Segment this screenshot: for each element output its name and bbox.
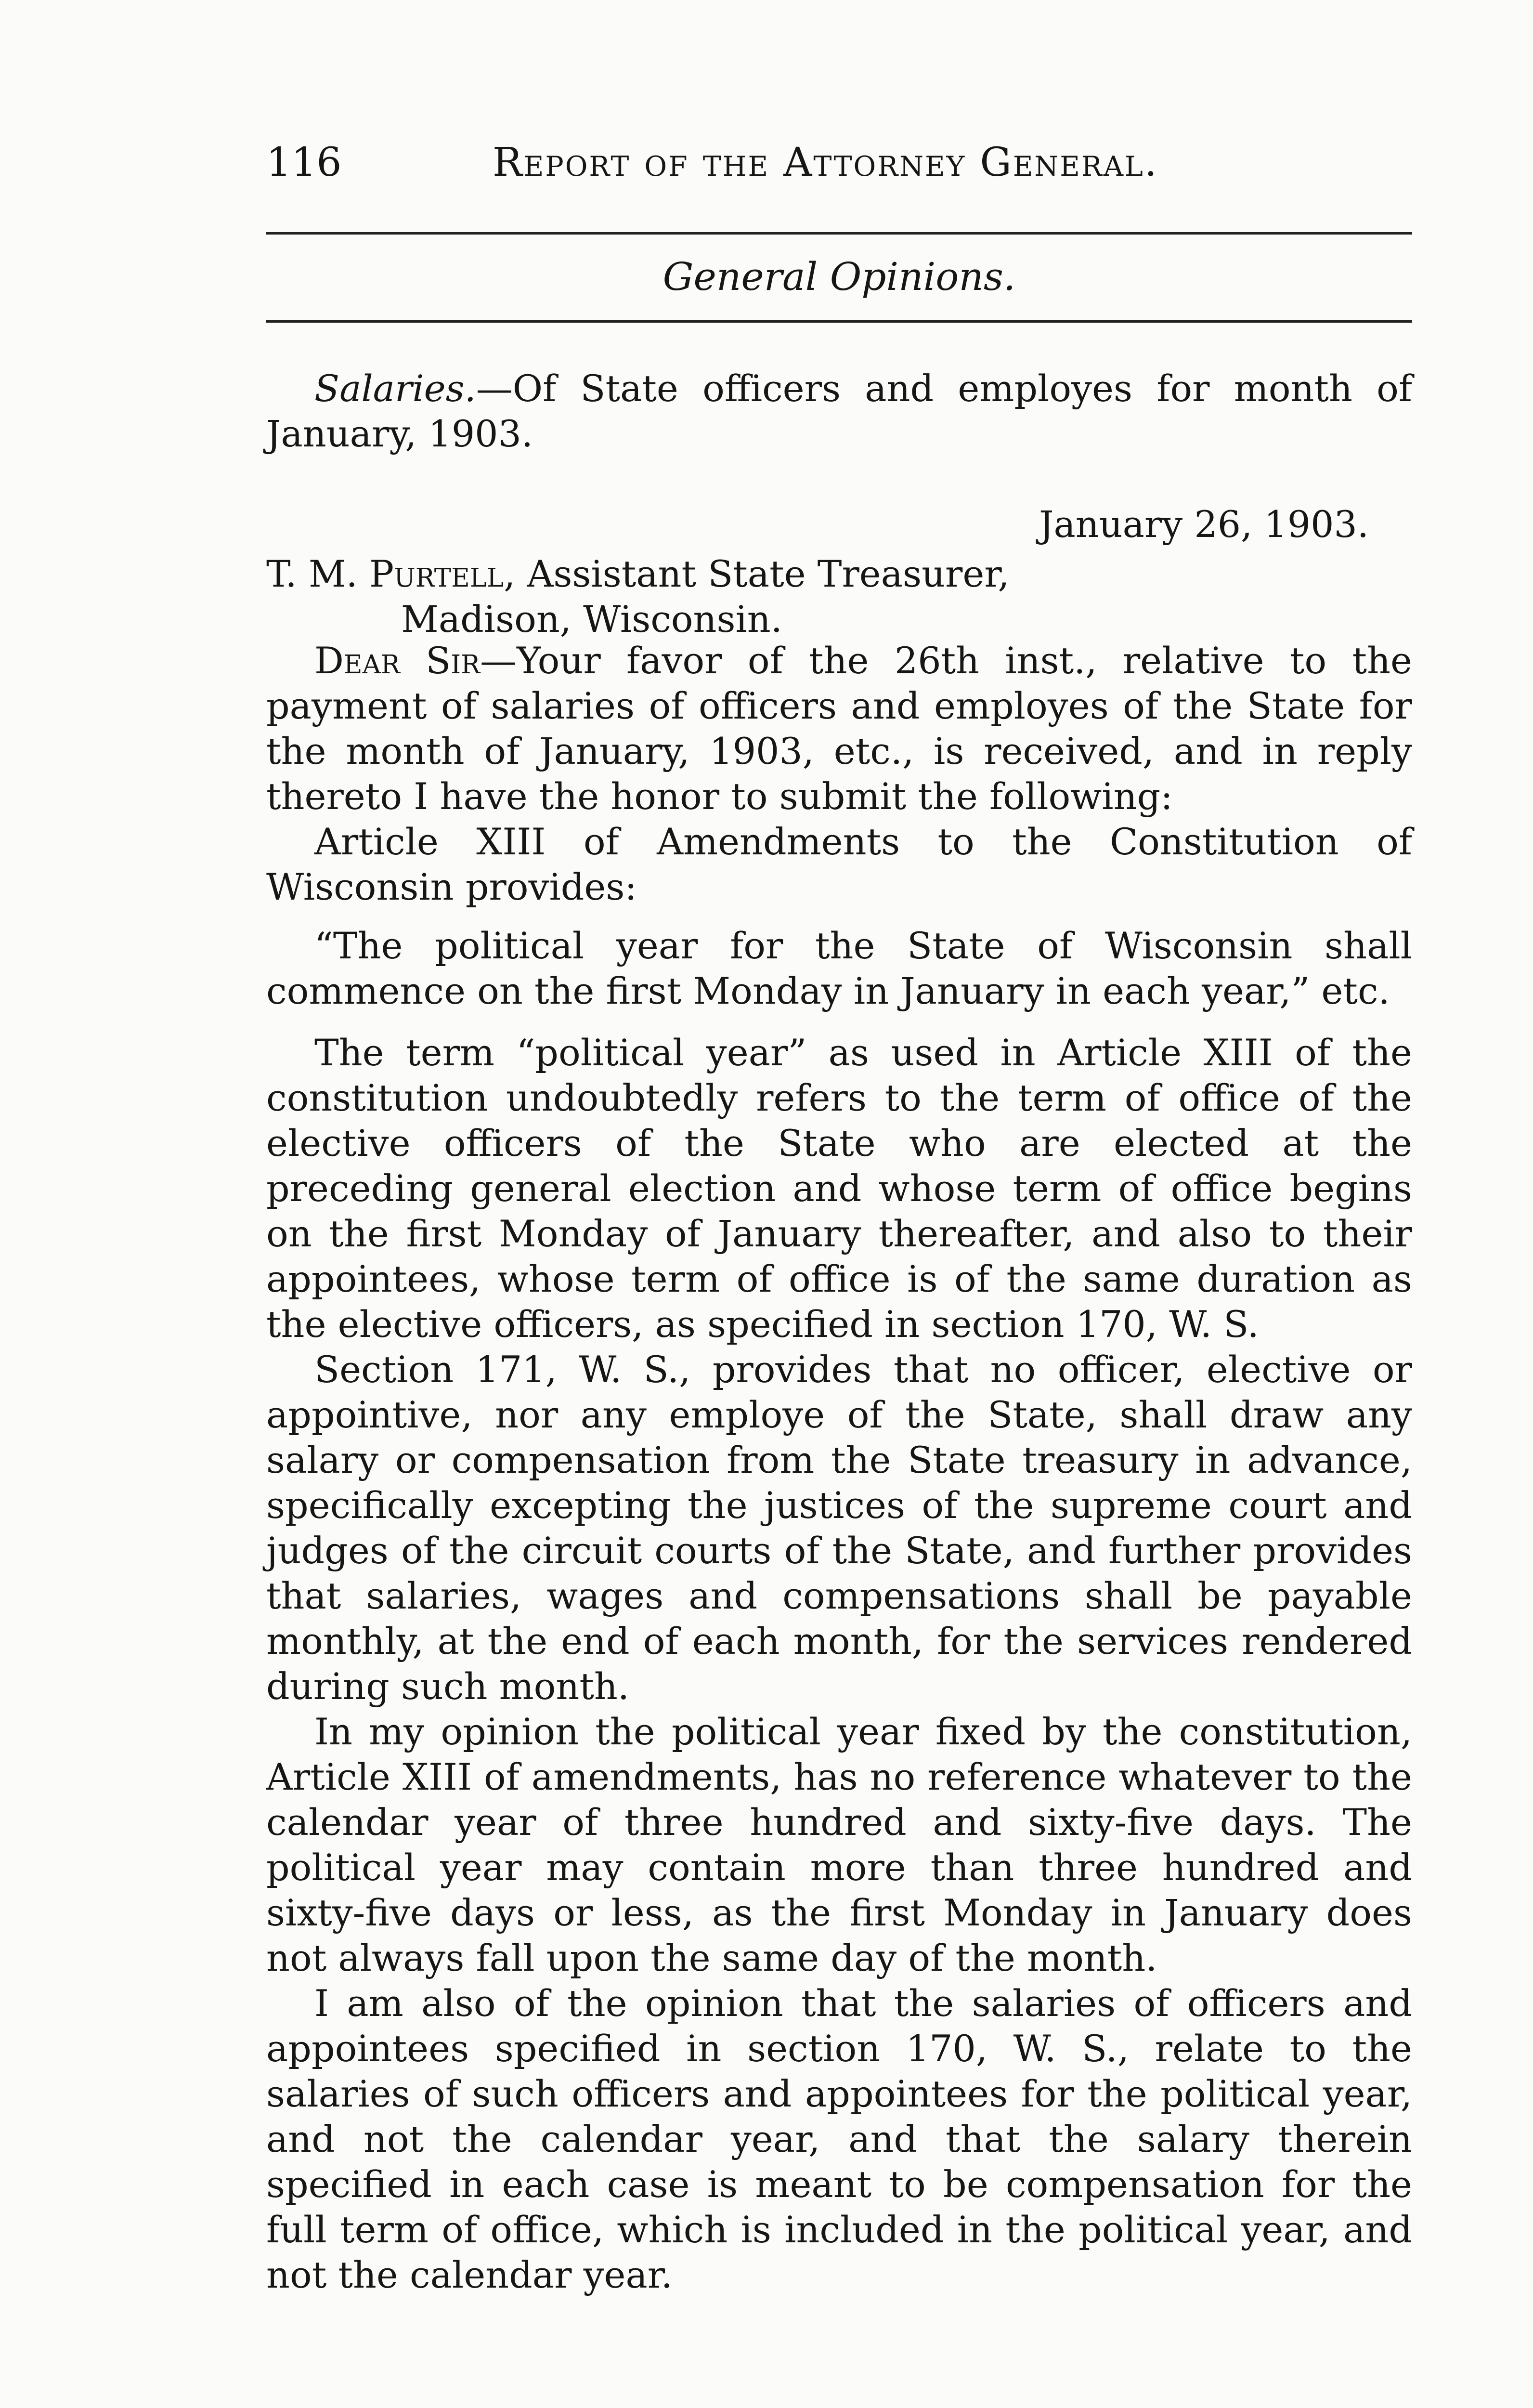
quote-text: “The political year for the State of Wisconsin shall commence on the first Monday in January in each year,” etc. (266, 924, 1412, 1012)
paragraph-6: I am also of the opinion that the salaries of officers and appointees specified in section 170, W. S., relate to the salaries of such officers and appointees for the political year, and not the calendar year, and that the salary therein specified in each case is meant to be compensation for the full term of office, which is included in the political year, and not the calendar year. (266, 1982, 1412, 2296)
letter-body (266, 638, 1412, 2298)
addressee-name: T. M. Purtell, (266, 552, 516, 595)
page-number: 116 (266, 140, 342, 185)
salutation: Dear Sir (314, 639, 481, 682)
headnote-subject: Salaries. (314, 367, 476, 410)
paragraph-3: The term “political year” as used in Article XIII of the constitution undoubtedly refers to the term of office of the elective officers of the State who are elected at the preceding general election and whose term of office begins on the first Monday of January thereafter, and also to their appointees, whose term of office is of the same duration as the elective officers, as specified in section 170, W. S. (266, 1031, 1412, 1346)
addressee-title: Assistant State Treasurer, (515, 552, 1010, 595)
addressee-block (266, 551, 1412, 642)
header-rule (266, 232, 1412, 235)
paragraph-2: Article XIII of Amendments to the Constitution of Wisconsin provides: (266, 820, 1412, 908)
section-rule (266, 320, 1412, 323)
headnote (266, 366, 1412, 457)
constitution-quote (266, 923, 1412, 1014)
paragraph-4: Section 171, W. S., provides that no officer, elective or appointive, nor any employe of the State, shall draw any salary or compensation from the State treasury in advance, specifically excepting the justices of the supreme court and judges of the circuit courts of the State, and further provides that salaries, wages and compensations shall be payable monthly, at the end of each month, for the services rendered during such month. (266, 1348, 1412, 1708)
headnote-text: —Of State officers and employes for month of January, 1903. (266, 367, 1412, 455)
addressee-city: Madison, Wisconsin. (401, 598, 782, 641)
running-title: Report of the Attorney General. (493, 140, 1158, 185)
paragraph-1-text: —Your favor of the 26th inst., relative to the payment of salaries of officers and employes of the State for the month of January, 1903, etc., is received, and in reply thereto I have the honor to submit the following: (266, 639, 1412, 818)
paragraph-1 (266, 638, 1412, 819)
letter-date: January 26, 1903. (1039, 503, 1369, 546)
section-title: General Opinions. (663, 254, 1016, 299)
paragraph-5: In my opinion the political year fixed by the constitution, Article XIII of amendments, has no reference whatever to the calendar year of three hundred and sixty-five days. The political year may contain more than three hundred and sixty-five days or less, as the first Monday in January does not always fall upon the same day of the month. (266, 1710, 1412, 1979)
